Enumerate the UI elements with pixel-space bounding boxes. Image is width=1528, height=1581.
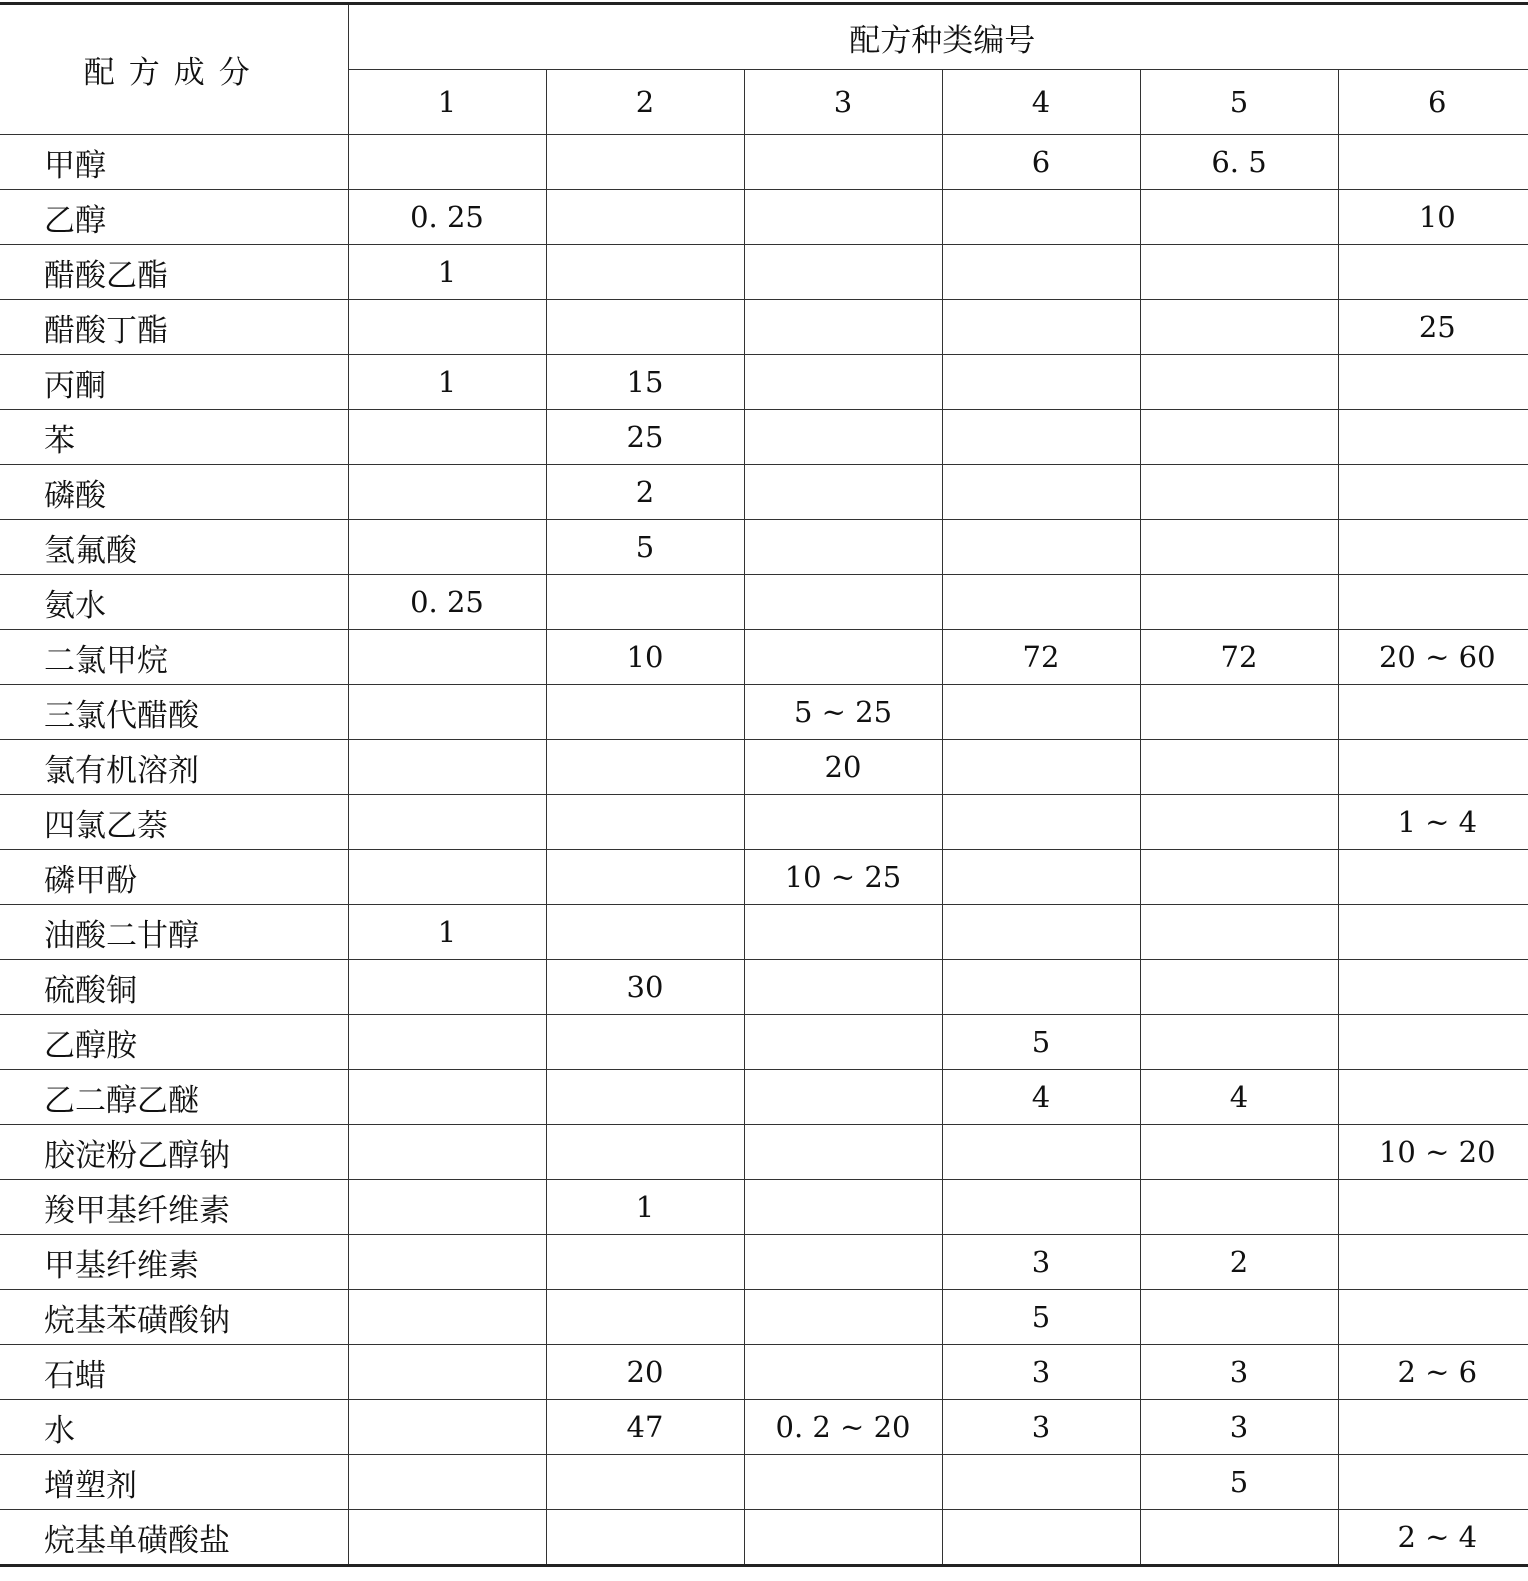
table-row <box>0 1345 1528 1400</box>
formula-value-cell <box>744 1235 942 1290</box>
formula-value-cell <box>348 410 546 465</box>
formula-value-cell <box>1140 1015 1338 1070</box>
formula-value-cell <box>942 1455 1140 1510</box>
formula-value-cell <box>348 1015 546 1070</box>
table-row <box>0 135 1528 190</box>
formula-value-cell: 15 <box>546 355 744 410</box>
table-row <box>0 575 1528 630</box>
formula-value-cell <box>546 1235 744 1290</box>
formula-value-cell <box>1140 1180 1338 1235</box>
table-row <box>0 245 1528 300</box>
formula-value-cell: 20 <box>744 740 942 795</box>
formula-number-header: 2 <box>546 70 744 135</box>
formula-value-cell <box>1140 355 1338 410</box>
formula-value-cell <box>942 465 1140 520</box>
formula-value-cell <box>942 410 1140 465</box>
formula-value-cell <box>1338 960 1528 1015</box>
formula-value-cell <box>546 1510 744 1566</box>
ingredient-name-cell: 丙酮 <box>0 355 348 410</box>
formula-value-cell <box>1338 1455 1528 1510</box>
formula-value-cell <box>348 630 546 685</box>
formula-value-cell <box>348 685 546 740</box>
ingredient-name-cell: 苯 <box>0 410 348 465</box>
formula-value-cell <box>348 1125 546 1180</box>
formula-value-cell <box>546 1125 744 1180</box>
ingredient-name-cell: 烷基单磺酸盐 <box>0 1510 348 1566</box>
ingredient-name-cell: 醋酸乙酯 <box>0 245 348 300</box>
formula-value-cell <box>546 135 744 190</box>
ingredient-name-cell: 增塑剂 <box>0 1455 348 1510</box>
formula-value-cell: 10 ~ 20 <box>1338 1125 1528 1180</box>
table-row <box>0 1290 1528 1345</box>
formula-value-cell <box>348 850 546 905</box>
formula-value-cell <box>348 795 546 850</box>
formula-value-cell <box>744 465 942 520</box>
table-row <box>0 410 1528 465</box>
formula-value-cell <box>1338 355 1528 410</box>
formula-value-cell <box>1338 1070 1528 1125</box>
ingredient-name-cell: 二氯甲烷 <box>0 630 348 685</box>
formula-value-cell <box>348 465 546 520</box>
formula-value-cell <box>1338 575 1528 630</box>
formula-value-cell <box>1338 740 1528 795</box>
formula-value-cell <box>1140 465 1338 520</box>
formula-value-cell <box>744 135 942 190</box>
formula-value-cell <box>744 1455 942 1510</box>
formula-value-cell: 1 <box>546 1180 744 1235</box>
formula-value-cell <box>942 685 1140 740</box>
formula-value-cell <box>348 1070 546 1125</box>
formula-value-cell <box>744 1510 942 1566</box>
formula-number-group-header: 配方种类编号 <box>348 4 1528 70</box>
formula-value-cell: 2 ~ 6 <box>1338 1345 1528 1400</box>
formula-value-cell <box>1338 410 1528 465</box>
table-row <box>0 1125 1528 1180</box>
formula-value-cell: 5 <box>942 1290 1140 1345</box>
formula-value-cell <box>1140 960 1338 1015</box>
formula-value-cell: 2 <box>546 465 744 520</box>
formula-value-cell <box>546 685 744 740</box>
formula-value-cell: 3 <box>1140 1400 1338 1455</box>
formula-value-cell: 20 ~ 60 <box>1338 630 1528 685</box>
formula-value-cell <box>744 905 942 960</box>
formula-value-cell <box>546 905 744 960</box>
formula-value-cell <box>1338 465 1528 520</box>
formula-value-cell: 10 <box>1338 190 1528 245</box>
formula-value-cell <box>546 850 744 905</box>
formula-value-cell <box>1140 245 1338 300</box>
formula-number-header: 6 <box>1338 70 1528 135</box>
ingredient-name-cell: 三氯代醋酸 <box>0 685 348 740</box>
formula-value-cell <box>546 1070 744 1125</box>
formula-value-cell <box>942 905 1140 960</box>
formula-value-cell <box>348 520 546 575</box>
formula-value-cell <box>744 1345 942 1400</box>
formula-value-cell: 6. 5 <box>1140 135 1338 190</box>
table-row <box>0 1015 1528 1070</box>
formula-value-cell <box>1338 1180 1528 1235</box>
formula-value-cell <box>348 1345 546 1400</box>
formula-value-cell: 20 <box>546 1345 744 1400</box>
formula-value-cell <box>348 135 546 190</box>
formula-value-cell <box>348 1510 546 1566</box>
formula-value-cell: 1 <box>348 905 546 960</box>
formula-value-cell <box>1140 850 1338 905</box>
formula-value-cell <box>942 355 1140 410</box>
table-row <box>0 740 1528 795</box>
ingredient-column-header: 配方成分 <box>0 4 348 135</box>
formula-value-cell <box>1140 1125 1338 1180</box>
formula-value-cell: 2 <box>1140 1235 1338 1290</box>
ingredient-name-cell: 胶淀粉乙醇钠 <box>0 1125 348 1180</box>
table-body <box>0 135 1528 1566</box>
formula-value-cell <box>546 190 744 245</box>
table-row <box>0 520 1528 575</box>
formula-value-cell: 72 <box>1140 630 1338 685</box>
ingredient-name-cell: 乙醇胺 <box>0 1015 348 1070</box>
table-row <box>0 1455 1528 1510</box>
table-row <box>0 630 1528 685</box>
formula-value-cell <box>348 1180 546 1235</box>
formula-value-cell: 0. 25 <box>348 575 546 630</box>
formula-number-header: 3 <box>744 70 942 135</box>
formula-value-cell: 4 <box>942 1070 1140 1125</box>
formula-value-cell <box>744 1070 942 1125</box>
formula-value-cell: 2 ~ 4 <box>1338 1510 1528 1566</box>
formula-value-cell <box>1140 520 1338 575</box>
table-row <box>0 1510 1528 1566</box>
formula-value-cell <box>546 1290 744 1345</box>
formula-value-cell: 3 <box>942 1345 1140 1400</box>
formula-value-cell: 5 <box>546 520 744 575</box>
formula-value-cell <box>942 850 1140 905</box>
ingredient-name-cell: 石蜡 <box>0 1345 348 1400</box>
formula-value-cell <box>942 575 1140 630</box>
formula-value-cell: 72 <box>942 630 1140 685</box>
table-row <box>0 795 1528 850</box>
formula-number-header: 1 <box>348 70 546 135</box>
formula-value-cell <box>744 575 942 630</box>
formula-value-cell: 5 ~ 25 <box>744 685 942 740</box>
ingredient-name-cell: 油酸二甘醇 <box>0 905 348 960</box>
formula-value-cell <box>942 245 1140 300</box>
formula-value-cell: 1 ~ 4 <box>1338 795 1528 850</box>
ingredient-name-cell: 醋酸丁酯 <box>0 300 348 355</box>
formula-value-cell <box>1140 905 1338 960</box>
formula-value-cell <box>546 740 744 795</box>
table-row <box>0 1400 1528 1455</box>
formula-value-cell: 0. 2 ~ 20 <box>744 1400 942 1455</box>
formula-value-cell <box>744 300 942 355</box>
formula-value-cell <box>1338 1290 1528 1345</box>
formula-value-cell: 5 <box>942 1015 1140 1070</box>
formula-value-cell <box>1338 1400 1528 1455</box>
table-row <box>0 685 1528 740</box>
formula-value-cell <box>546 575 744 630</box>
formula-value-cell <box>546 1015 744 1070</box>
formula-value-cell: 25 <box>1338 300 1528 355</box>
formula-value-cell <box>1140 685 1338 740</box>
ingredient-name-cell: 甲基纤维素 <box>0 1235 348 1290</box>
ingredient-name-cell: 四氯乙萘 <box>0 795 348 850</box>
formula-value-cell <box>1338 1015 1528 1070</box>
formula-value-cell: 3 <box>1140 1345 1338 1400</box>
formula-value-cell <box>348 1290 546 1345</box>
formula-value-cell: 5 <box>1140 1455 1338 1510</box>
formula-value-cell <box>348 740 546 795</box>
formula-value-cell <box>744 245 942 300</box>
formula-value-cell <box>348 300 546 355</box>
formula-value-cell: 4 <box>1140 1070 1338 1125</box>
ingredient-name-cell: 羧甲基纤维素 <box>0 1180 348 1235</box>
formula-value-cell <box>1338 850 1528 905</box>
formula-value-cell <box>744 960 942 1015</box>
formula-value-cell <box>744 630 942 685</box>
formula-value-cell <box>1338 135 1528 190</box>
formula-value-cell <box>942 1180 1140 1235</box>
formula-value-cell <box>1338 1235 1528 1290</box>
ingredient-name-cell: 甲醇 <box>0 135 348 190</box>
formula-value-cell <box>1338 245 1528 300</box>
formula-value-cell <box>1140 190 1338 245</box>
formula-value-cell <box>546 300 744 355</box>
formula-value-cell <box>942 960 1140 1015</box>
formula-table <box>0 2 1528 1567</box>
table-row <box>0 1070 1528 1125</box>
formula-value-cell <box>744 1290 942 1345</box>
ingredient-name-cell: 氯有机溶剂 <box>0 740 348 795</box>
formula-value-cell <box>348 1235 546 1290</box>
table-row <box>0 905 1528 960</box>
formula-value-cell: 6 <box>942 135 1140 190</box>
ingredient-name-cell: 硫酸铜 <box>0 960 348 1015</box>
formula-value-cell <box>744 410 942 465</box>
formula-value-cell <box>942 300 1140 355</box>
table-row <box>0 850 1528 905</box>
ingredient-name-cell: 氢氟酸 <box>0 520 348 575</box>
formula-value-cell <box>1140 1290 1338 1345</box>
formula-value-cell <box>546 245 744 300</box>
formula-value-cell <box>942 190 1140 245</box>
formula-value-cell: 3 <box>942 1400 1140 1455</box>
formula-value-cell <box>1338 520 1528 575</box>
formula-value-cell <box>1140 300 1338 355</box>
formula-value-cell <box>942 1125 1140 1180</box>
formula-value-cell <box>348 960 546 1015</box>
formula-number-header: 4 <box>942 70 1140 135</box>
ingredient-name-cell: 磷甲酚 <box>0 850 348 905</box>
ingredient-name-cell: 磷酸 <box>0 465 348 520</box>
formula-value-cell <box>744 1180 942 1235</box>
formula-value-cell <box>744 1125 942 1180</box>
formula-value-cell: 0. 25 <box>348 190 546 245</box>
formula-value-cell <box>1338 905 1528 960</box>
formula-value-cell <box>1140 1510 1338 1566</box>
formula-value-cell <box>744 795 942 850</box>
table-row <box>0 355 1528 410</box>
formula-value-cell: 47 <box>546 1400 744 1455</box>
formula-value-cell <box>744 520 942 575</box>
formula-value-cell: 25 <box>546 410 744 465</box>
formula-value-cell <box>1140 410 1338 465</box>
ingredient-name-cell: 水 <box>0 1400 348 1455</box>
formula-value-cell <box>942 740 1140 795</box>
formula-value-cell: 1 <box>348 245 546 300</box>
table-row <box>0 190 1528 245</box>
formula-value-cell <box>744 1015 942 1070</box>
table-row <box>0 1180 1528 1235</box>
formula-value-cell: 3 <box>942 1235 1140 1290</box>
formula-value-cell: 10 ~ 25 <box>744 850 942 905</box>
formula-value-cell <box>744 190 942 245</box>
ingredient-name-cell: 乙醇 <box>0 190 348 245</box>
table-row <box>0 465 1528 520</box>
formula-value-cell <box>348 1400 546 1455</box>
formula-value-cell <box>1140 740 1338 795</box>
formula-value-cell <box>348 1455 546 1510</box>
formula-value-cell <box>546 795 744 850</box>
ingredient-name-cell: 氨水 <box>0 575 348 630</box>
ingredient-name-cell: 乙二醇乙醚 <box>0 1070 348 1125</box>
header-row-group <box>0 4 1528 70</box>
table-row <box>0 1235 1528 1290</box>
formula-value-cell <box>1140 795 1338 850</box>
formula-value-cell: 1 <box>348 355 546 410</box>
formula-value-cell <box>744 355 942 410</box>
formula-value-cell <box>942 1510 1140 1566</box>
table-row <box>0 300 1528 355</box>
formula-value-cell <box>546 1455 744 1510</box>
formula-value-cell: 10 <box>546 630 744 685</box>
formula-value-cell <box>942 795 1140 850</box>
table-row <box>0 960 1528 1015</box>
formula-value-cell: 30 <box>546 960 744 1015</box>
formula-value-cell <box>1140 575 1338 630</box>
ingredient-name-cell: 烷基苯磺酸钠 <box>0 1290 348 1345</box>
formula-value-cell <box>1338 685 1528 740</box>
formula-number-header: 5 <box>1140 70 1338 135</box>
formula-value-cell <box>942 520 1140 575</box>
